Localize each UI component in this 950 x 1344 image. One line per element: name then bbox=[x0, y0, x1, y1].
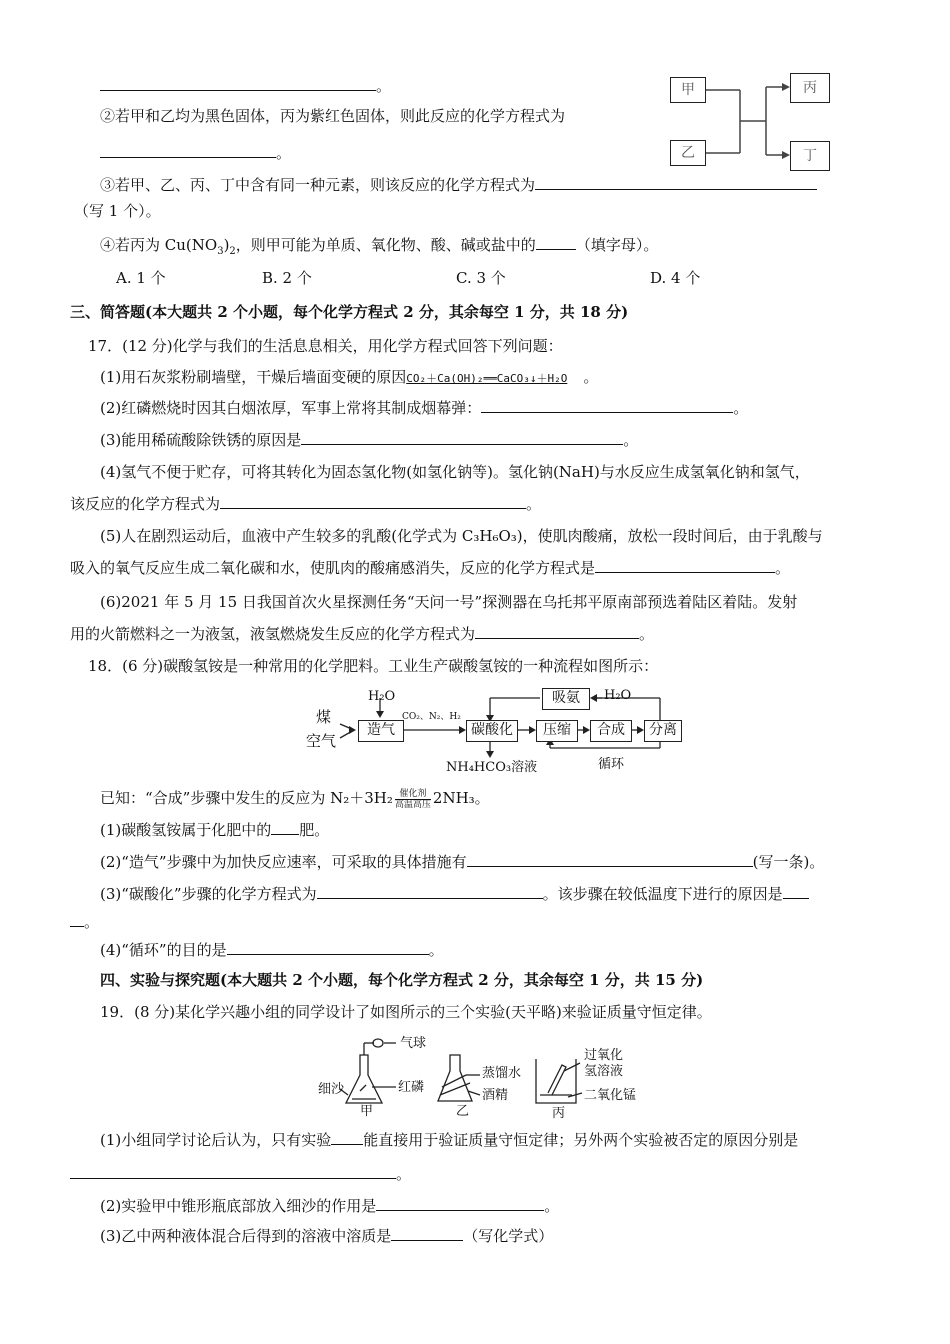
q16-part2: ②若甲和乙均为黑色固体，丙为紫红色固体，则此反应的化学方程式为 bbox=[100, 107, 566, 125]
q19-p1: (1)小组同学讨论后认为，只有实验 能直接用于验证质量守恒定律；另外两个实验被否定的原因分别是 bbox=[100, 1131, 799, 1149]
answer-blank[interactable] bbox=[376, 1196, 544, 1211]
q17-head: 17．(12 分)化学与我们的生活息息相关，用化学方程式回答下列问题： bbox=[88, 337, 563, 355]
flow-tansuanhua: 碳酸化 bbox=[466, 720, 518, 742]
answer-blank[interactable] bbox=[391, 1226, 463, 1241]
q17-p6a: (6)2021 年 5 月 15 日我国首次火星探测任务“天问一号”探测器在乌托邦平原南部预选着陆区着陆。发射 bbox=[100, 593, 798, 611]
answer-filled: CO₂＋Ca(OH)₂══CaCO₃↓＋H₂O bbox=[406, 372, 568, 385]
q19-p3: (3)乙中两种液体混合后得到的溶液中溶质是 （写化学式） bbox=[100, 1227, 554, 1245]
box-jia: 甲 bbox=[670, 77, 706, 103]
answer-blank[interactable] bbox=[271, 820, 299, 835]
q17-p5b: 吸入的氧气反应生成二氧化碳和水，使肌肉的酸痛感消失，反应的化学方程式是 。 bbox=[70, 559, 791, 577]
fig-bing-label: 丙 bbox=[552, 1106, 566, 1121]
answer-blank[interactable] bbox=[481, 398, 733, 413]
q16-option-d[interactable]: D. 4 个 bbox=[650, 269, 701, 287]
flow-product: NH₄HCO₃溶液 bbox=[446, 760, 538, 775]
answer-blank[interactable] bbox=[220, 494, 526, 509]
q16-part4: ④若丙为 $Cu(NO_3)_2$，则甲可能为单质、氧化物、酸、碱或盐中的 （填字母）。 bbox=[100, 236, 659, 257]
answer-blank[interactable] bbox=[467, 852, 753, 867]
fig-h2o2-label-2: 氢溶液 bbox=[584, 1064, 624, 1079]
q19-p1-cont: 。 bbox=[70, 1164, 411, 1184]
q16-part3-note: （写 1 个）。 bbox=[74, 202, 161, 220]
fig-sand-label: 细沙 bbox=[318, 1082, 345, 1097]
q16-option-a[interactable]: A. 1 个 bbox=[116, 269, 166, 287]
q17-p1: (1)用石灰浆粉刷墙壁，干燥后墙面变硬的原因CO₂＋Ca(OH)₂══CaCO₃↓＋H₂O 。 bbox=[100, 368, 599, 386]
q16-line3: 。 bbox=[100, 143, 291, 163]
fig-h2o2-label-1: 过氧化 bbox=[584, 1048, 624, 1063]
q18-head: 18．(6 分)碳酸氢铵是一种常用的化学肥料。工业生产碳酸氢铵的一种流程如图所示： bbox=[88, 657, 659, 675]
fig-alcohol-label: 酒精 bbox=[482, 1088, 509, 1103]
answer-blank[interactable] bbox=[100, 76, 376, 91]
flow-h2o-top: H₂O bbox=[368, 689, 396, 704]
q17-p4b: 该反应的化学方程式为 。 bbox=[70, 495, 542, 513]
section-3-heading: 三、简答题(本大题共 2 个小题，每个化学方程式 2 分，其余每空 1 分，共 18 分) bbox=[70, 303, 629, 321]
fig-mno2-label: 二氧化锰 bbox=[584, 1088, 637, 1103]
answer-blank[interactable] bbox=[100, 143, 276, 158]
answer-blank[interactable] bbox=[536, 235, 576, 250]
fig-balloon-label: 气球 bbox=[400, 1036, 427, 1051]
q16-line1: 。 bbox=[100, 76, 391, 96]
flow-gases-label: CO₂、N₂、H₂ bbox=[402, 712, 461, 722]
answer-blank[interactable] bbox=[301, 430, 623, 445]
q17-p4a: (4)氢气不便于贮存，可将其转化为固态氢化物(如氢化钠等)。氢化钠(NaH)与水反应生成氢氧化钠和氢气， bbox=[100, 463, 810, 481]
flow-coal-label: 煤 bbox=[316, 708, 332, 726]
flow-fenli: 分离 bbox=[644, 720, 682, 742]
q18-p1: (1)碳酸氢铵属于化肥中的 肥。 bbox=[100, 821, 330, 839]
q18-p3: (3)“碳酸化”步骤的化学方程式为 。该步骤在较低温度下进行的原因是 bbox=[100, 884, 809, 904]
q19-p2: (2)实验甲中锥形瓶底部放入细沙的作用是 。 bbox=[100, 1197, 560, 1215]
answer-blank[interactable] bbox=[317, 884, 543, 899]
q19-head: 19．(8 分)某化学兴趣小组的同学设计了如图所示的三个实验(天平略)来验证质量守恒定律。 bbox=[100, 1003, 712, 1021]
answer-blank[interactable] bbox=[535, 175, 817, 190]
box-bing: 丙 bbox=[790, 73, 830, 103]
q17-p6b: 用的火箭燃料之一为液氢，液氢燃烧发生反应的化学方程式为 。 bbox=[70, 625, 655, 643]
fig-yi-label: 乙 bbox=[456, 1104, 470, 1119]
q18-known: 已知：“合成”步骤中发生的反应为 N₂＋3H₂ 催化剂 高温高压 2NH₃。 bbox=[100, 788, 490, 810]
q16-option-c[interactable]: C. 3 个 bbox=[456, 269, 506, 287]
answer-blank[interactable] bbox=[70, 912, 84, 927]
flow-air-label: 空气 bbox=[306, 732, 337, 750]
box-ding: 丁 bbox=[790, 141, 830, 171]
answer-blank[interactable] bbox=[475, 624, 639, 639]
answer-blank[interactable] bbox=[331, 1130, 363, 1145]
flow-yasuo: 压缩 bbox=[536, 720, 578, 742]
q17-p2: (2)红磷燃烧时因其白烟浓厚，军事上常将其制成烟幕弹： 。 bbox=[100, 399, 749, 417]
q17-p5a: (5)人在剧烈运动后，血液中产生较多的乳酸(化学式为 C₃H₆O₃)，使肌肉酸痛，放松一段时间后，由于乳酸与 bbox=[100, 527, 823, 545]
fig-phos-label: 红磷 bbox=[398, 1080, 425, 1095]
q16-option-b[interactable]: B. 2 个 bbox=[262, 269, 312, 287]
box-yi: 乙 bbox=[670, 140, 706, 166]
flow-h2o-right: H₂O bbox=[604, 688, 632, 703]
fig-jia-label: 甲 bbox=[360, 1104, 374, 1119]
flow-zaoqi: 造气 bbox=[358, 720, 404, 742]
q18-p2: (2)“造气”步骤中为加快反应速率，可采取的具体措施有 (写一条)。 bbox=[100, 853, 825, 871]
fig-water-label: 蒸馏水 bbox=[482, 1066, 522, 1081]
answer-blank[interactable] bbox=[227, 940, 429, 955]
q18-p3-cont: 。 bbox=[70, 912, 99, 932]
q18-p4: (4)“循环”的目的是 。 bbox=[100, 941, 444, 959]
answer-blank[interactable] bbox=[70, 1164, 396, 1179]
section-4-heading: 四、实验与探究题(本大题共 2 个小题，每个化学方程式 2 分，其余每空 1 分，共 15 分) bbox=[100, 971, 704, 989]
reaction-condition: 催化剂 高温高压 bbox=[394, 788, 431, 810]
answer-blank[interactable] bbox=[783, 884, 809, 899]
flow-hecheng: 合成 bbox=[590, 720, 632, 742]
q17-p3: (3)能用稀硫酸除铁锈的原因是 。 bbox=[100, 431, 639, 449]
flow-xian: 吸氨 bbox=[542, 688, 590, 710]
q16-part3: ③若甲、乙、丙、丁中含有同一种元素，则该反应的化学方程式为 bbox=[100, 175, 817, 195]
answer-blank[interactable] bbox=[595, 558, 775, 573]
flow-cycle: 循环 bbox=[598, 757, 625, 772]
